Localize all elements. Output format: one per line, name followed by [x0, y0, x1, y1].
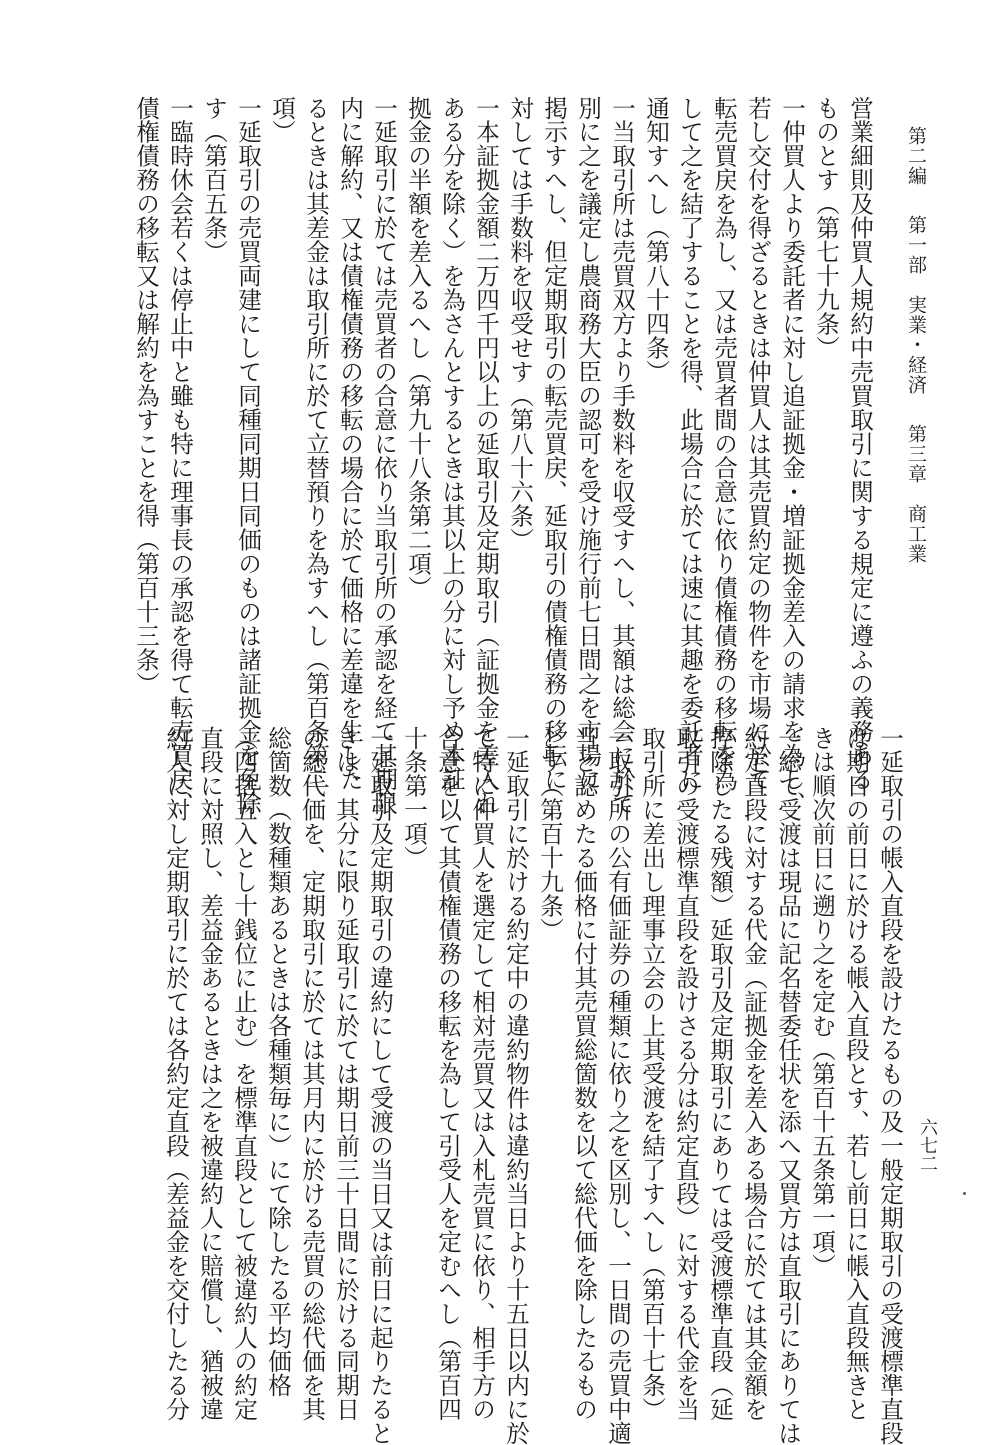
text-column: 一総て受渡は現品に記名替委任状を添へ又買方は直取引にありては: [774, 726, 802, 1445]
ink-speck: [963, 1192, 966, 1195]
text-column: 一延取引の帳入直段を設けたるもの及一般定期取引の受渡標準直段: [876, 726, 904, 1445]
text-column: 若し交付を得ざるときは仲買人は其売買約定の物件を市場に於て: [744, 96, 772, 792]
text-column: 総箇数（数種類あるときは各種類毎に）にて除したる平均価格: [264, 726, 292, 1398]
text-column: ものとす（第七十九条）: [812, 96, 840, 360]
text-column: 内に解約、又は債権債務の移転の場合に於て価格に差違を生した: [336, 96, 364, 792]
text-column: 債権債務の移転又は解約を為すことを得（第百十三条）: [132, 96, 160, 696]
header-bu: 第一部 実業・経済: [905, 215, 927, 396]
text-column: 掲示すへし、但定期取引の転売買戻、延取引の債権債務の移転に: [540, 96, 568, 792]
text-column: （四捨五入とし十銭位に止む）を標準直段として被違約人の約定: [230, 726, 258, 1422]
text-column: とす（第百十九条）: [536, 726, 564, 942]
text-column: 対しては手数料を収受せす（第八十六条）: [506, 96, 534, 552]
text-column: 通知すへし（第八十四条）: [642, 96, 670, 384]
text-column: ある分を除く）を為さんとするときは其以上の分に対し予め本証: [438, 96, 466, 792]
running-header: [906, 126, 925, 586]
text-column: きは順次前日に遡り之を定む（第百十五条第一項）: [808, 726, 836, 1278]
upper-text-block: [129, 96, 877, 815]
text-column: 拠金の半額を差入るへし（第九十八条第二項）: [404, 96, 432, 600]
text-column: 項）: [268, 96, 296, 144]
text-column: 一延取引に於ける約定中の違約物件は違約当日より十五日以内に於: [502, 726, 530, 1445]
text-column: 当と認めたる価格に付其売買総箇数を以て総代価を除したるもの: [570, 726, 598, 1422]
text-column: 一延取引に於ては売買者の合意に依り当取引所の承認を経て其期限: [370, 96, 398, 816]
text-column: 一本証拠金額二万四千円以上の延取引及定期取引（証拠金を差入れ: [472, 96, 500, 816]
text-column: 一取引所の公有価証券の種類に依り之を区別し、一日間の売買中適: [604, 726, 632, 1445]
text-column: きは、其分に限り延取引に於ては期日前三十日間に於ける同期日: [332, 726, 360, 1422]
text-column: す（第百五条）: [200, 96, 228, 264]
text-column: 別に之を議定し農商務大臣の認可を受け施行前七日間之を市場に: [574, 96, 602, 792]
text-column: 一仲買人より委託者に対し追証拠金・増証拠金差入の請求を為し、: [778, 96, 806, 816]
text-column: して之を結了することを得、此場合に於ては速に其趣を委託者に: [676, 96, 704, 792]
text-column: 約人に対し定期取引に於ては各約定直段（差益金を交付したる分: [162, 726, 190, 1422]
text-column: 一延取引の売買両建にして同種同期日同価のものは諸証拠金を免除: [234, 96, 262, 816]
header-hen: 第二編: [905, 126, 927, 186]
header-sho: 第三章 商工業: [905, 424, 927, 565]
text-column: 約定直段に対する代金（証拠金を差入ある場合に於ては其金額を: [740, 726, 768, 1422]
text-column: るときは其差金は取引所に於て立替預りを為すへし（第百条第二: [302, 96, 330, 792]
text-column: 営業細則及仲買人規約中売買取引に関する規定に遵ふの義務ある: [846, 96, 874, 792]
text-column: 取引の受渡標準直段を設けさる分は約定直段）に対する代金を当: [672, 726, 700, 1422]
text-column: 一当取引所は売買双方より手数料を収受すへし、其額は総会に於て: [608, 96, 636, 816]
text-column: は期日の前日に於ける帳入直段とす、若し前日に帳入直段無きと: [842, 726, 870, 1422]
text-column: 一臨時休会若くは停止中と雖も特に理事長の承認を得て転売買戻、: [166, 96, 194, 816]
page-number: 六七二: [917, 1118, 938, 1172]
text-column: 控除したる残額）延取引及定期取引にありては受渡標準直段（延: [706, 726, 734, 1422]
lower-text-block: [159, 726, 907, 1445]
text-column: 直段に対照し、差益金あるときは之を被違約人に賠償し、猶被違: [196, 726, 224, 1422]
text-column: て特に仲買人を選定して相対売買又は入札売買に依り、相手方の: [468, 726, 496, 1422]
text-column: 転売買戻を為し、又は売買者間の合意に依り債権債務の移転を為: [710, 96, 738, 792]
text-column: 十条第一項）: [400, 726, 428, 870]
text-column: 一延取引及定期取引の違約にして受渡の当日又は前日に起りたると: [366, 726, 394, 1445]
text-column: 合意を以て其債権債務の移転を為して引受人を定むへし（第百四: [434, 726, 462, 1422]
text-column: の総代価を、定期取引に於ては其月内に於ける売買の総代価を其: [298, 726, 326, 1422]
text-column: 取引所に差出し理事立会の上其受渡を結了すへし（第百十七条）: [638, 726, 666, 1422]
